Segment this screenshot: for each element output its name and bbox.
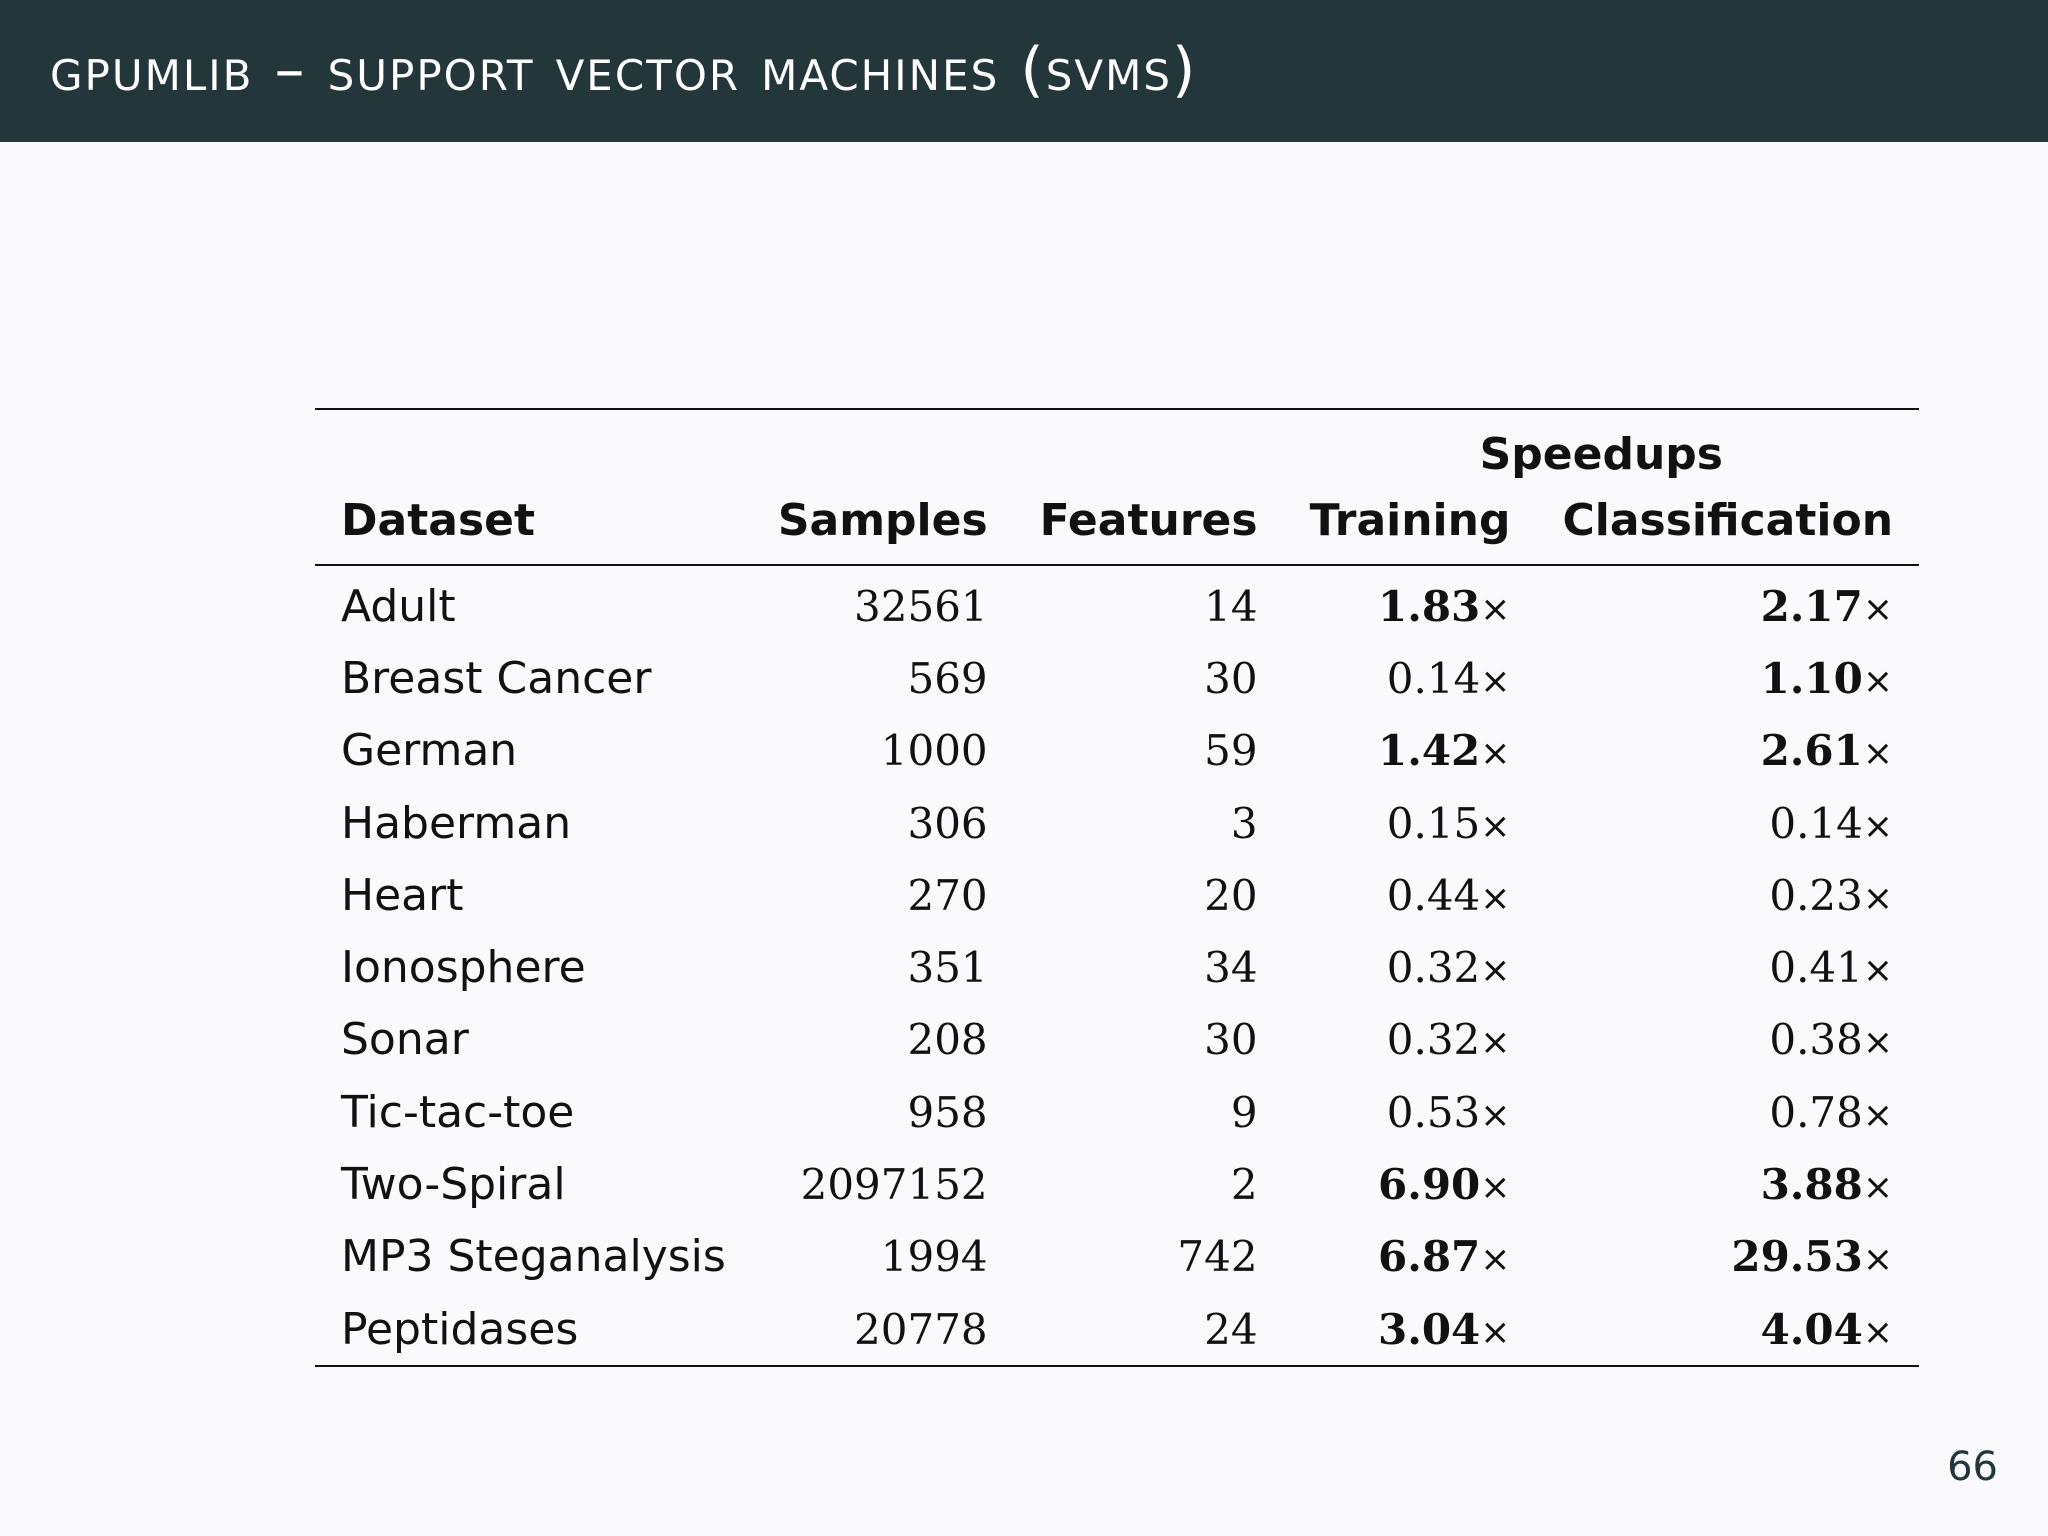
- training-speedup-value: 1.83: [1377, 581, 1481, 631]
- classification-speedup-value: 3.88: [1760, 1160, 1863, 1210]
- classification-speedup-value: 0.41: [1769, 943, 1863, 993]
- samples-cell: 270: [907, 870, 988, 920]
- times-symbol: ×: [1862, 877, 1894, 919]
- training-speedup-value: 6.87: [1377, 1232, 1481, 1282]
- bottom-rule: [315, 1366, 1919, 1367]
- times-symbol: ×: [1862, 1239, 1894, 1281]
- classification-speedup-cell: [1536, 642, 1919, 714]
- dataset-cell: Peptidases: [341, 1303, 579, 1355]
- dataset-cell: Ionosphere: [341, 942, 586, 994]
- samples-cell: 306: [907, 798, 988, 848]
- table-row: [315, 1148, 1919, 1220]
- training-speedup-value: 0.53: [1386, 1087, 1481, 1137]
- training-header: Training: [1309, 494, 1511, 546]
- features-cell: 2: [1230, 1160, 1258, 1210]
- classification-speedup-value: 0.38: [1769, 1015, 1863, 1065]
- times-symbol: ×: [1480, 588, 1511, 630]
- classification-speedup-cell: [1536, 859, 1919, 931]
- times-symbol: ×: [1862, 733, 1894, 775]
- features-cell: 24: [1204, 1304, 1258, 1354]
- training-speedup-value: 1.42: [1377, 726, 1481, 776]
- features-cell: 3: [1230, 798, 1258, 848]
- samples-cell: 1994: [880, 1232, 988, 1282]
- times-symbol: ×: [1480, 1239, 1511, 1281]
- samples-cell: 208: [907, 1015, 988, 1065]
- features-header: Features: [1039, 494, 1258, 546]
- group-header-row: [315, 410, 1919, 484]
- classification-speedup-value: 2.61: [1760, 726, 1863, 776]
- table-row: [315, 566, 1919, 642]
- times-symbol: ×: [1862, 950, 1894, 992]
- page-number: 66: [1947, 1444, 1998, 1490]
- classification-header: Classification: [1562, 494, 1894, 546]
- table-row: [315, 1076, 1919, 1148]
- training-speedup-value: 6.90: [1377, 1160, 1481, 1210]
- table-row: [315, 859, 1919, 931]
- times-symbol: ×: [1480, 805, 1511, 847]
- dataset-header: Dataset: [341, 494, 536, 546]
- features-cell: 742: [1177, 1232, 1258, 1282]
- dataset-cell: Sonar: [341, 1014, 469, 1066]
- dataset-cell: Adult: [341, 580, 456, 632]
- slide-title: gpumlib – support vector machines (svms): [50, 35, 1198, 105]
- samples-cell: 1000: [880, 726, 988, 776]
- dataset-cell: MP3 Steganalysis: [341, 1231, 726, 1283]
- training-speedup-cell: [1284, 1076, 1537, 1148]
- samples-cell: 569: [907, 653, 988, 703]
- features-cell: 30: [1204, 1015, 1258, 1065]
- table-row: [315, 642, 1919, 714]
- svm-speedup-table: [315, 408, 1919, 1367]
- training-speedup-cell: [1284, 931, 1537, 1003]
- training-speedup-value: 3.04: [1377, 1304, 1481, 1354]
- table-row: [315, 1221, 1919, 1293]
- training-speedup-value: 0.32: [1386, 943, 1481, 993]
- dataset-cell: Breast Cancer: [341, 652, 652, 704]
- classification-speedup-value: 0.14: [1769, 798, 1863, 848]
- classification-speedup-value: 2.17: [1760, 581, 1863, 631]
- training-speedup-cell: [1284, 1004, 1537, 1076]
- classification-speedup-value: 29.53: [1731, 1232, 1863, 1282]
- dataset-cell: German: [341, 725, 518, 777]
- times-symbol: ×: [1862, 1022, 1894, 1064]
- table-body: [315, 566, 1919, 1366]
- training-speedup-value: 0.15: [1386, 798, 1481, 848]
- classification-speedup-cell: [1536, 787, 1919, 859]
- dataset-cell: Haberman: [341, 797, 572, 849]
- classification-speedup-cell: [1536, 715, 1919, 787]
- classification-speedup-cell: [1536, 1076, 1919, 1148]
- classification-speedup-value: 0.23: [1769, 870, 1863, 920]
- classification-speedup-cell: [1536, 1148, 1919, 1220]
- features-cell: 34: [1204, 943, 1258, 993]
- times-symbol: ×: [1862, 805, 1894, 847]
- training-speedup-value: 0.14: [1386, 653, 1481, 703]
- times-symbol: ×: [1480, 1022, 1511, 1064]
- features-cell: 9: [1230, 1087, 1258, 1137]
- samples-cell: 2097152: [800, 1160, 988, 1210]
- column-header-row: [315, 484, 1919, 565]
- dataset-cell: Tic-tac-toe: [341, 1086, 575, 1138]
- times-symbol: ×: [1862, 1094, 1894, 1136]
- times-symbol: ×: [1862, 660, 1894, 702]
- table-row: [315, 931, 1919, 1003]
- training-speedup-cell: [1284, 642, 1537, 714]
- times-symbol: ×: [1480, 1167, 1511, 1209]
- classification-speedup-cell: [1536, 1221, 1919, 1293]
- table-row: [315, 787, 1919, 859]
- classification-speedup-value: 0.78: [1769, 1087, 1863, 1137]
- speedups-group-header: Speedups: [1479, 429, 1723, 480]
- training-speedup-cell: [1284, 859, 1537, 931]
- training-speedup-cell: [1284, 715, 1537, 787]
- training-speedup-value: 0.32: [1386, 1015, 1481, 1065]
- slide-title-bar: [0, 0, 2048, 142]
- times-symbol: ×: [1862, 588, 1894, 630]
- classification-speedup-value: 4.04: [1760, 1304, 1863, 1354]
- training-speedup-cell: [1284, 1221, 1537, 1293]
- dataset-cell: Heart: [341, 869, 464, 921]
- training-speedup-cell: [1284, 787, 1537, 859]
- times-symbol: ×: [1480, 877, 1511, 919]
- features-cell: 14: [1204, 581, 1258, 631]
- times-symbol: ×: [1480, 1311, 1511, 1353]
- classification-speedup-value: 1.10: [1760, 653, 1863, 703]
- classification-speedup-cell: [1536, 931, 1919, 1003]
- classification-speedup-cell: [1536, 566, 1919, 642]
- classification-speedup-cell: [1536, 1004, 1919, 1076]
- times-symbol: ×: [1862, 1311, 1894, 1353]
- training-speedup-cell: [1284, 1293, 1537, 1366]
- results-table-container: [315, 408, 1894, 1367]
- times-symbol: ×: [1480, 660, 1511, 702]
- samples-header: Samples: [777, 494, 988, 546]
- table-row: [315, 1004, 1919, 1076]
- classification-speedup-cell: [1536, 1293, 1919, 1366]
- samples-cell: 351: [907, 943, 988, 993]
- samples-cell: 958: [907, 1087, 988, 1137]
- times-symbol: ×: [1480, 733, 1511, 775]
- table-row: [315, 715, 1919, 787]
- samples-cell: 20778: [854, 1304, 988, 1354]
- training-speedup-value: 0.44: [1386, 870, 1481, 920]
- table-row: [315, 1293, 1919, 1366]
- times-symbol: ×: [1480, 1094, 1511, 1136]
- dataset-cell: Two-Spiral: [341, 1159, 566, 1211]
- features-cell: 59: [1204, 726, 1258, 776]
- training-speedup-cell: [1284, 566, 1537, 642]
- features-cell: 20: [1204, 870, 1258, 920]
- times-symbol: ×: [1862, 1167, 1894, 1209]
- samples-cell: 32561: [854, 581, 988, 631]
- features-cell: 30: [1204, 653, 1258, 703]
- training-speedup-cell: [1284, 1148, 1537, 1220]
- times-symbol: ×: [1480, 950, 1511, 992]
